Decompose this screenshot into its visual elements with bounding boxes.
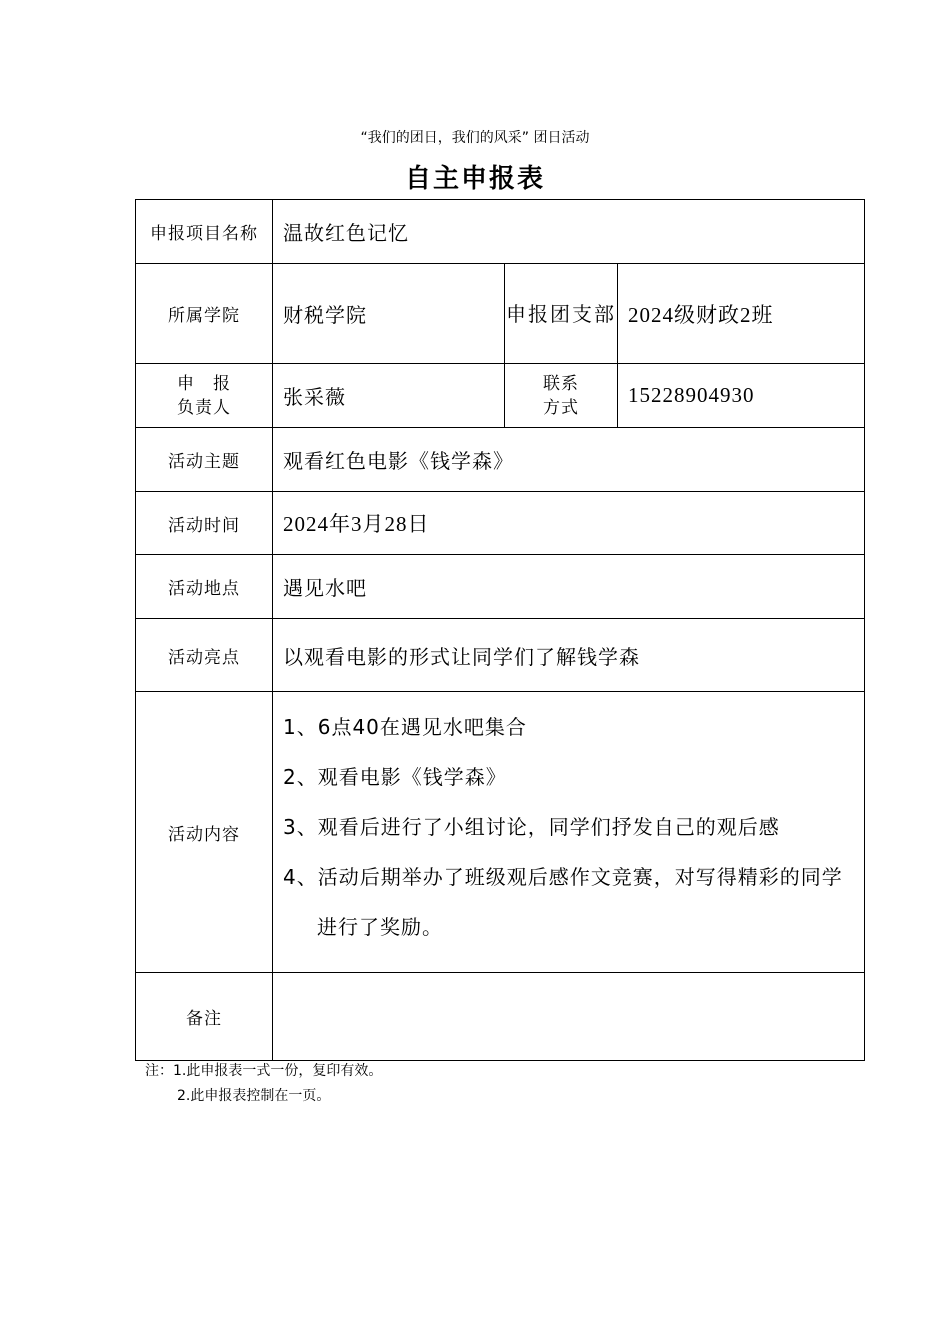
contact-label-line1: 联系	[543, 373, 579, 394]
college-label: 所属学院	[136, 264, 273, 364]
contact-label-line2: 方式	[543, 397, 579, 418]
college-value: 财税学院	[273, 264, 505, 364]
row-content	[136, 692, 865, 973]
branch-label: 申报团支部	[505, 264, 618, 364]
form-notes	[145, 1059, 382, 1109]
time-value: 2024年3月28日	[273, 492, 865, 555]
row-remarks	[136, 973, 865, 1061]
content-item: 1、6点40在遇见水吧集合	[283, 715, 527, 739]
row-highlight	[136, 619, 865, 692]
row-college	[136, 264, 865, 364]
contact-label	[505, 364, 618, 428]
content-cell	[273, 692, 865, 973]
row-leader	[136, 364, 865, 428]
contact-value: 15228904930	[618, 364, 865, 428]
content-label: 活动内容	[136, 692, 273, 973]
note-line-2: 2.此申报表控制在一页。	[177, 1088, 331, 1104]
content-item: 4、活动后期举办了班级观后感作文竞赛，对写得精彩的同学进行了奖励。	[283, 865, 843, 939]
remarks-value	[273, 973, 865, 1061]
form-title: 自主申报表	[404, 164, 545, 194]
leader-value: 张采薇	[273, 364, 505, 428]
project-name-value: 温故红色记忆	[273, 200, 865, 264]
branch-value: 2024级财政2班	[618, 264, 865, 364]
form-subtitle: “我们的团日，我们的风采” 团日活动	[360, 130, 590, 146]
project-name-label: 申报项目名称	[136, 200, 273, 264]
content-item: 2、观看电影《钱学森》	[283, 765, 507, 789]
location-label: 活动地点	[136, 555, 273, 619]
theme-value: 观看红色电影《钱学森》	[273, 428, 865, 492]
row-location	[136, 555, 865, 619]
leader-label-line2: 负责人	[177, 397, 231, 418]
content-item: 3、观看后进行了小组讨论，同学们抒发自己的观后感	[283, 815, 780, 839]
time-label: 活动时间	[136, 492, 273, 555]
theme-label: 活动主题	[136, 428, 273, 492]
content-list	[273, 692, 864, 972]
row-theme	[136, 428, 865, 492]
highlight-value: 以观看电影的形式让同学们了解钱学森	[273, 619, 865, 692]
note-line-1: 注：1.此申报表一式一份，复印有效。	[145, 1063, 383, 1079]
row-project-name	[136, 200, 865, 264]
row-time	[136, 492, 865, 555]
remarks-label: 备注	[136, 973, 273, 1061]
leader-label-line1: 申 报	[177, 373, 231, 394]
leader-label	[136, 364, 273, 428]
application-table	[135, 199, 865, 1061]
location-value: 遇见水吧	[273, 555, 865, 619]
highlight-label: 活动亮点	[136, 619, 273, 692]
